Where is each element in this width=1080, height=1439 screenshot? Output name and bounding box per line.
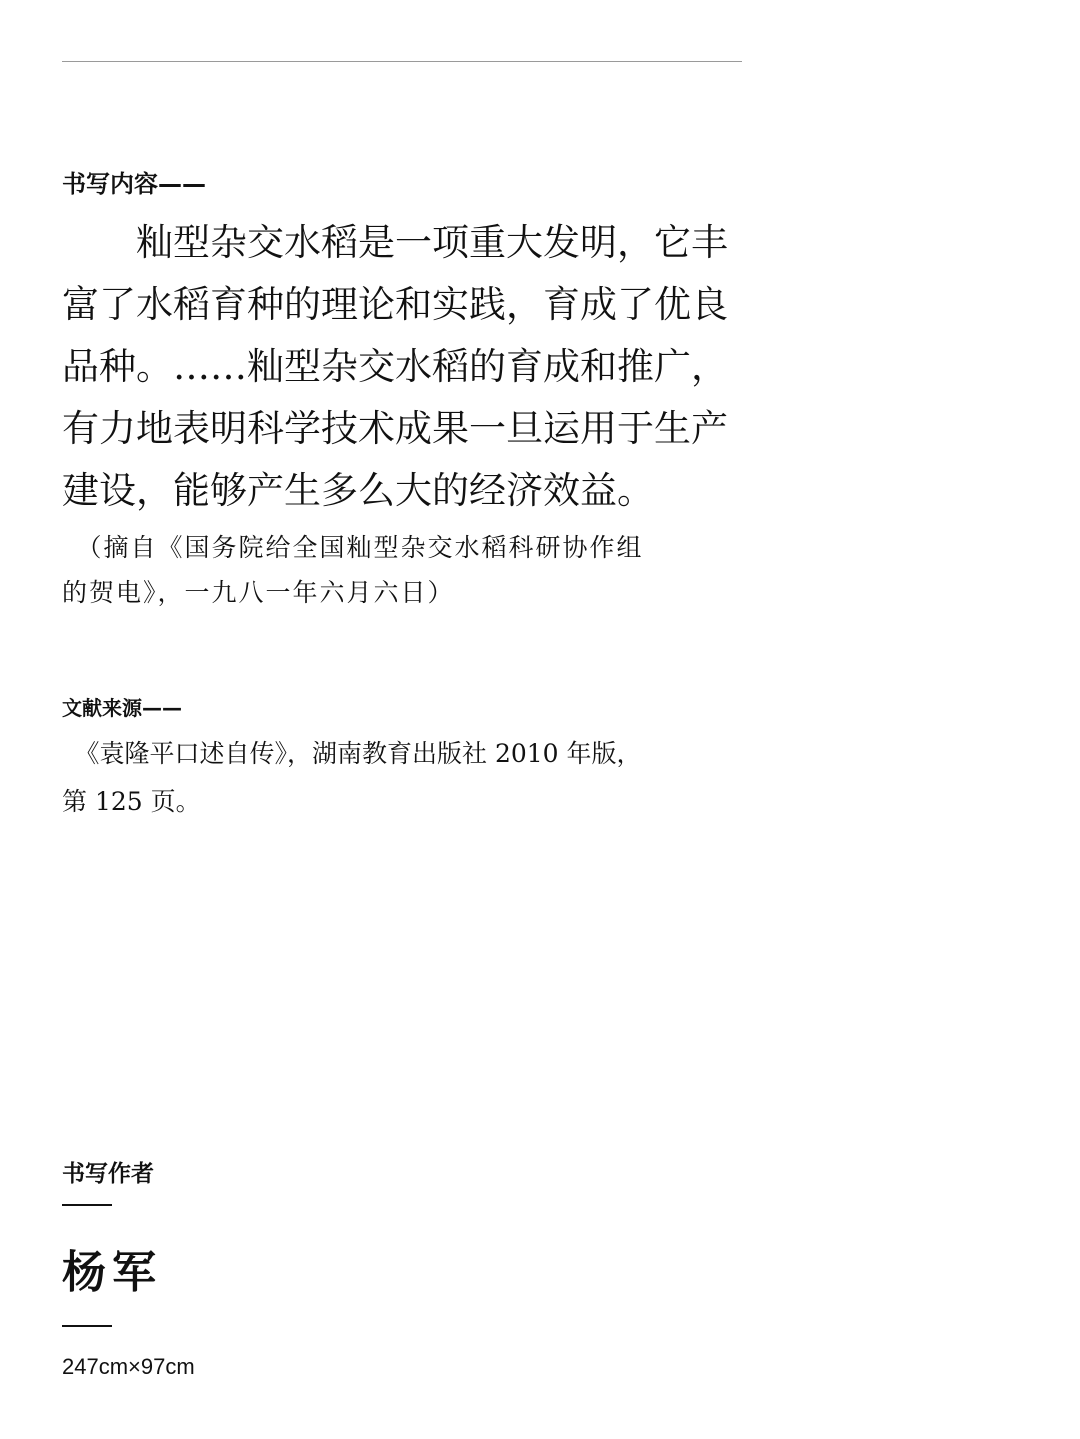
citation-line: （摘自《国务院给全国籼型杂交水稻科研协作组 xyxy=(62,533,644,562)
author-label: 书写作者 xyxy=(62,1161,154,1187)
source-text xyxy=(62,730,752,826)
content-line: 籼型杂交水稻是一项重大发明，它丰 xyxy=(62,221,728,264)
divider-dash xyxy=(62,1325,112,1327)
content-text xyxy=(62,212,752,522)
divider-dash xyxy=(62,1204,112,1206)
author-name: 杨军 xyxy=(62,1247,162,1298)
source-label: 文献来源—— xyxy=(62,696,182,720)
citation xyxy=(62,525,752,615)
content-line: 品种。……籼型杂交水稻的育成和推广， xyxy=(62,345,728,388)
content-line: 富了水稻育种的理论和实践，育成了优良 xyxy=(62,283,728,326)
source-line: 第 125 页。 xyxy=(62,787,201,816)
artwork-dimensions: 247cm×97cm xyxy=(62,1354,195,1379)
top-divider xyxy=(62,61,742,62)
source-line: 《袁隆平口述自传》，湖南教育出版社 2010 年版， xyxy=(62,739,642,768)
content-line: 有力地表明科学技术成果一旦运用于生产 xyxy=(62,407,728,450)
citation-line: 的贺电》，一九八一年六月六日） xyxy=(62,578,455,607)
content-label: 书写内容—— xyxy=(62,170,206,198)
content-line: 建设，能够产生多么大的经济效益。 xyxy=(62,469,654,512)
